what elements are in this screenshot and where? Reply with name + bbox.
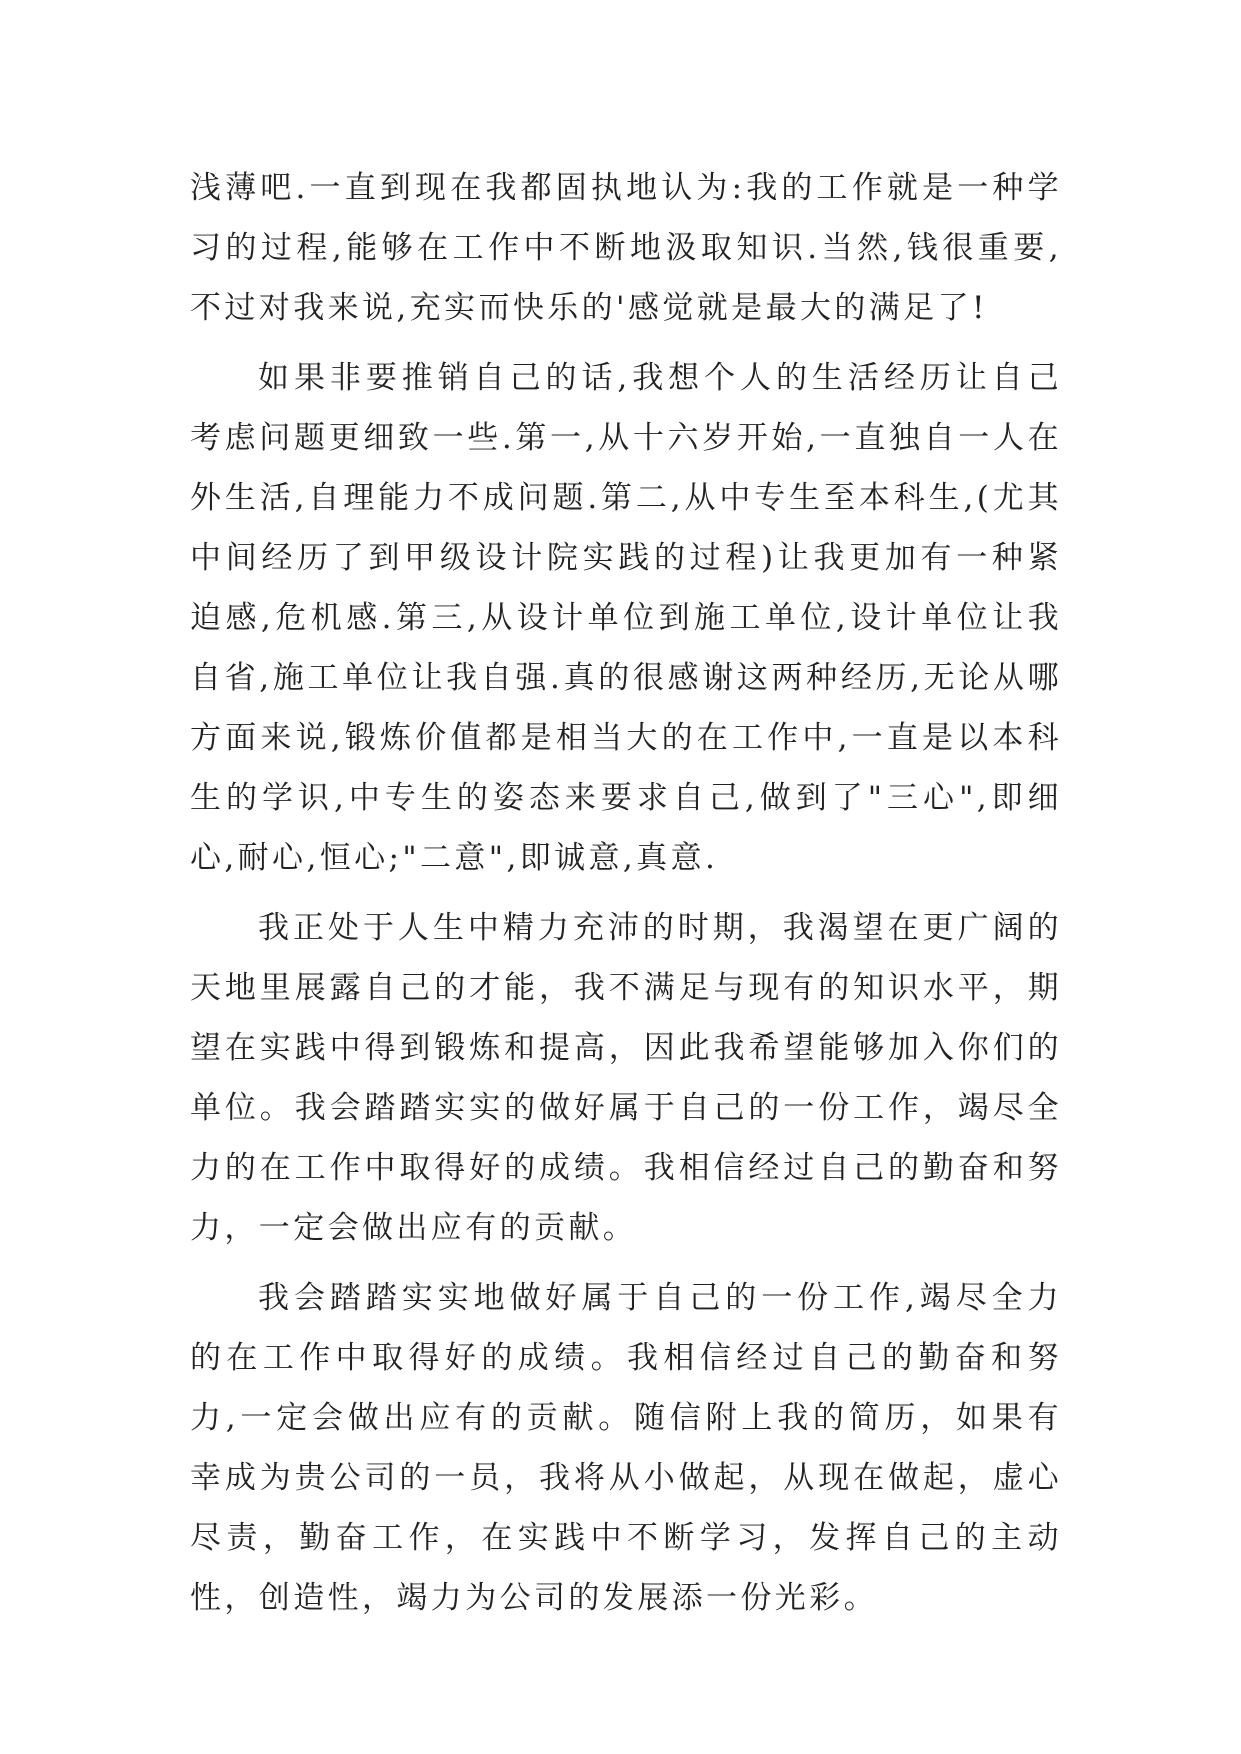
paragraph-1: 浅薄吧.一直到现在我都固执地认为:我的工作就是一种学习的过程,能够在工作中不断地汲取知识.当然,钱很重要,不过对我来说,充实而快乐的'感觉就是最大的满足了!	[190, 170, 1062, 326]
paragraph-2: 如果非要推销自己的话,我想个人的生活经历让自己考虑问题更细致一些.第一,从十六岁开始,一直独自一人在外生活,自理能力不成问题.第二,从中专生至本科生,(尤其中间经历了到甲级设计院实践的过程)让我更加有一种紧迫感,危机感.第三,从设计单位到施工单位,设计单位让我自省,施工单位让我自强.真的很感谢这两种经历,无论从哪方面来说,锻炼价值都是相当大的在工作中,一直是以本科生的学识,中专生的姿态来要求自己,做到了"三心",即细心,耐心,恒心;"二意",即诚意,真意.	[190, 360, 1062, 876]
document-body	[190, 158, 1062, 1638]
paragraph-4: 我会踏踏实实地做好属于自己的一份工作,竭尽全力的在工作中取得好的成绩。我相信经过自己的勤奋和努力,一定会做出应有的贡献。随信附上我的简历，如果有幸成为贵公司的一员，我将从小做起，从现在做起，虚心尽责，勤奋工作，在实践中不断学习，发挥自己的主动性，创造性，竭力为公司的发展添一份光彩。	[190, 1280, 1062, 1616]
paragraph-3: 我正处于人生中精力充沛的时期，我渴望在更广阔的天地里展露自己的才能，我不满足与现有的知识水平，期望在实践中得到锻炼和提高，因此我希望能够加入你们的单位。我会踏踏实实的做好属于自己的一份工作，竭尽全力的在工作中取得好的成绩。我相信经过自己的勤奋和努力，一定会做出应有的贡献。	[190, 910, 1062, 1246]
